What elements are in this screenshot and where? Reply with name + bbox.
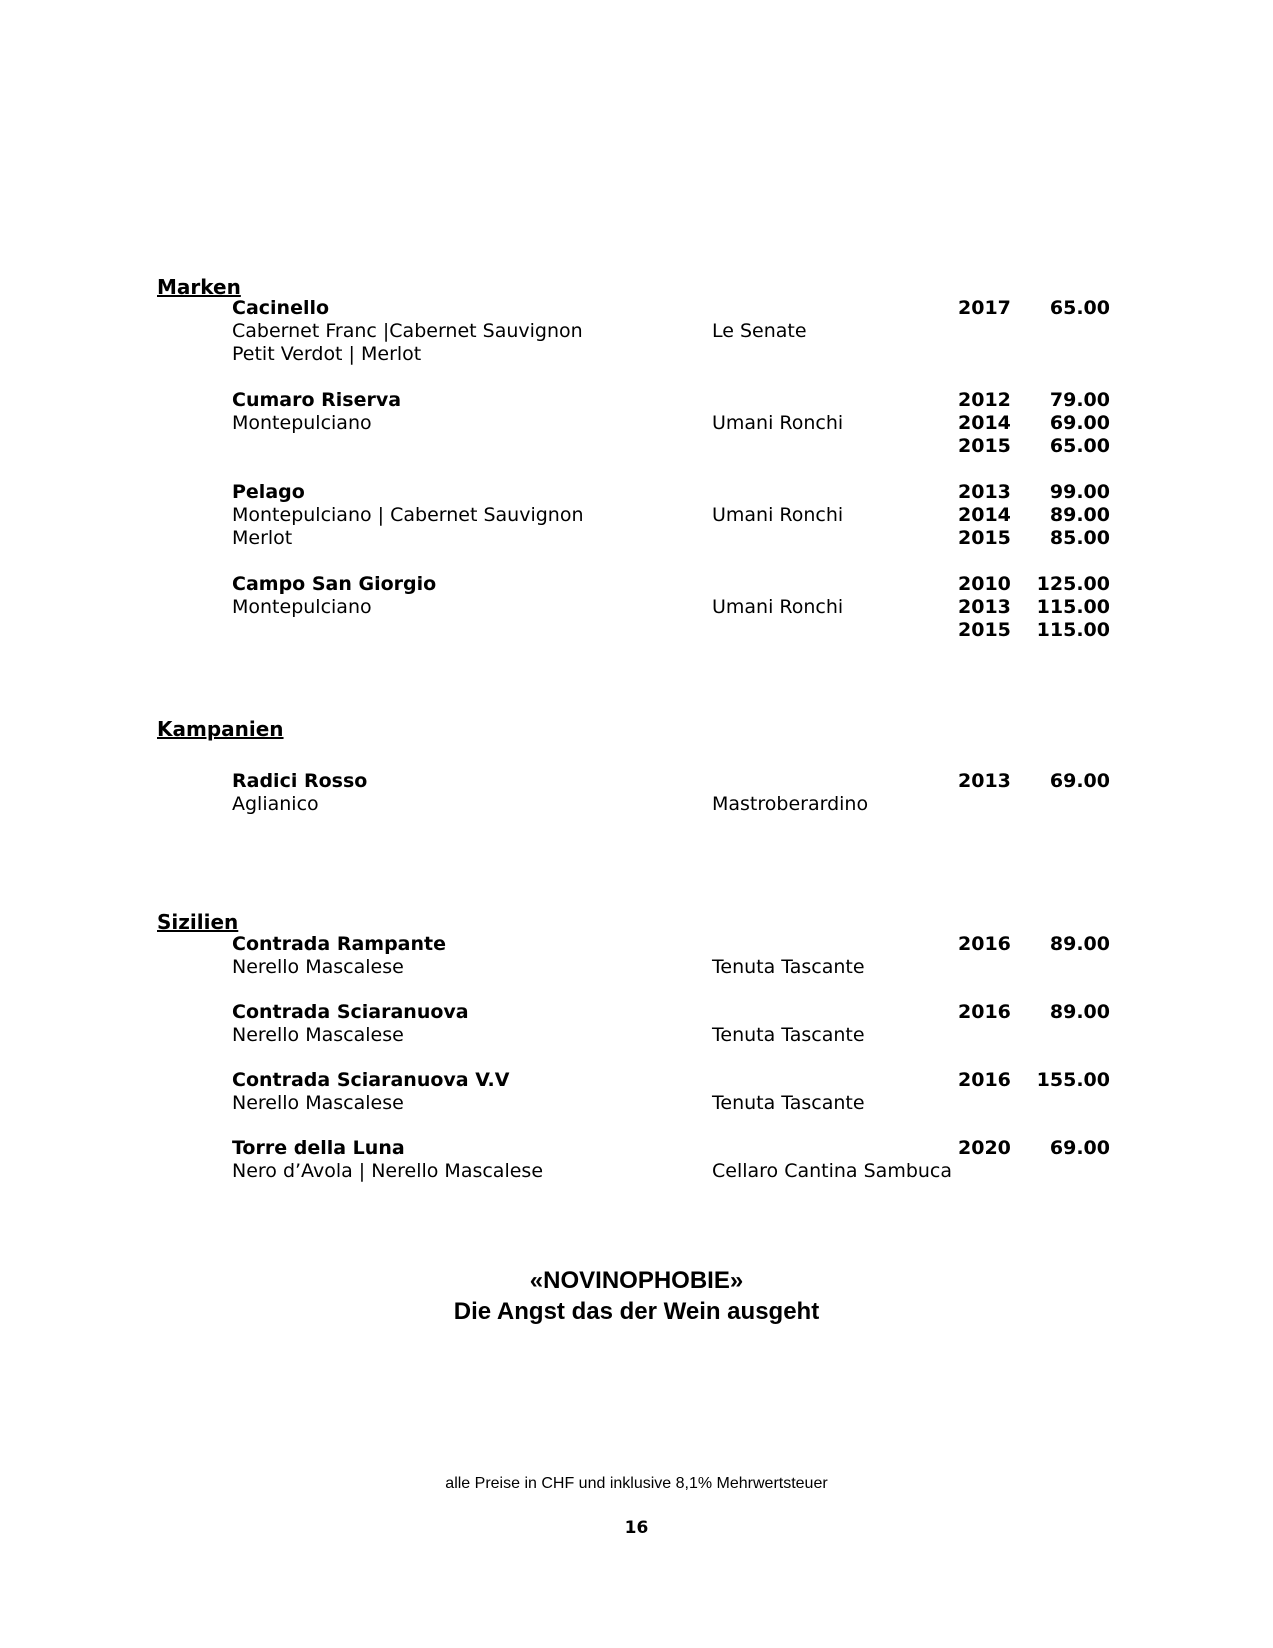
price-note: alle Preise in CHF und inklusive 8,1% Mehrwertsteuer — [445, 1475, 828, 1492]
wine-price: 79.00 — [1049, 389, 1110, 411]
wine-producer: Tenuta Tascante — [712, 1024, 865, 1046]
wine-grapes: Nerello Mascalese — [232, 956, 404, 978]
wine-name: Contrada Rampante — [232, 933, 447, 955]
wine-price: 69.00 — [1049, 1137, 1110, 1159]
wine-year: 2013 — [958, 770, 1011, 792]
wine-producer: Umani Ronchi — [712, 412, 844, 434]
wine-price: 99.00 — [1049, 481, 1110, 503]
wine-price: 125.00 — [1036, 573, 1110, 595]
wine-name: Radici Rosso — [232, 770, 368, 792]
wine-grapes: Nerello Mascalese — [232, 1024, 404, 1046]
wine-price: 89.00 — [1049, 504, 1110, 526]
wine-grapes: Nerello Mascalese — [232, 1092, 404, 1114]
wine-year: 2016 — [958, 1001, 1011, 1023]
slogan-title: «NOVINOPHOBIE» — [529, 1267, 744, 1294]
wine-producer: Tenuta Tascante — [712, 956, 865, 978]
wine-name: Cumaro Riserva — [232, 389, 402, 411]
wine-year: 2016 — [958, 1069, 1011, 1091]
wine-grapes: Montepulciano — [232, 596, 372, 618]
section-title-marken: Marken — [157, 275, 241, 299]
wine-producer: Tenuta Tascante — [712, 1092, 865, 1114]
wine-grapes: Aglianico — [232, 793, 319, 815]
wine-price: 89.00 — [1049, 1001, 1110, 1023]
wine-grapes: Petit Verdot | Merlot — [232, 343, 422, 365]
wine-name: Contrada Sciaranuova — [232, 1001, 469, 1023]
page-number: 16 — [624, 1518, 649, 1538]
wine-grapes: Nero d’Avola | Nerello Mascalese — [232, 1160, 544, 1182]
wine-year: 2017 — [958, 297, 1011, 319]
wine-year: 2013 — [958, 481, 1011, 503]
section-title-sizilien: Sizilien — [157, 910, 239, 934]
wine-price: 115.00 — [1036, 619, 1110, 641]
wine-price: 115.00 — [1036, 596, 1110, 618]
wine-year: 2015 — [958, 619, 1011, 641]
wine-name: Pelago — [232, 481, 305, 503]
wine-year: 2016 — [958, 933, 1011, 955]
wine-price: 65.00 — [1049, 297, 1110, 319]
wine-year: 2020 — [958, 1137, 1011, 1159]
wine-producer: Le Senate — [712, 320, 807, 342]
wine-grapes: Cabernet Franc |Cabernet Sauvignon — [232, 320, 583, 342]
wine-price: 65.00 — [1049, 435, 1110, 457]
wine-name: Contrada Sciaranuova V.V — [232, 1069, 510, 1091]
wine-price: 89.00 — [1049, 933, 1110, 955]
wine-producer: Umani Ronchi — [712, 596, 844, 618]
wine-producer: Cellaro Cantina Sambuca — [712, 1160, 953, 1182]
wine-grapes: Montepulciano | Cabernet Sauvignon — [232, 504, 584, 526]
wine-name: Campo San Giorgio — [232, 573, 437, 595]
wine-year: 2015 — [958, 435, 1011, 457]
wine-year: 2015 — [958, 527, 1011, 549]
section-title-kampanien: Kampanien — [157, 717, 284, 741]
wine-grapes: Merlot — [232, 527, 293, 549]
wine-name: Torre della Luna — [232, 1137, 405, 1159]
wine-price: 69.00 — [1049, 770, 1110, 792]
wine-price: 155.00 — [1036, 1069, 1110, 1091]
slogan-subtitle: Die Angst das der Wein ausgeht — [453, 1298, 820, 1325]
wine-producer: Mastroberardino — [712, 793, 869, 815]
wine-producer: Umani Ronchi — [712, 504, 844, 526]
wine-grapes: Montepulciano — [232, 412, 372, 434]
wine-year: 2010 — [958, 573, 1011, 595]
wine-price: 69.00 — [1049, 412, 1110, 434]
wine-year: 2014 — [958, 412, 1011, 434]
wine-year: 2014 — [958, 504, 1011, 526]
wine-year: 2013 — [958, 596, 1011, 618]
wine-year: 2012 — [958, 389, 1011, 411]
wine-name: Cacinello — [232, 297, 330, 319]
wine-price: 85.00 — [1049, 527, 1110, 549]
